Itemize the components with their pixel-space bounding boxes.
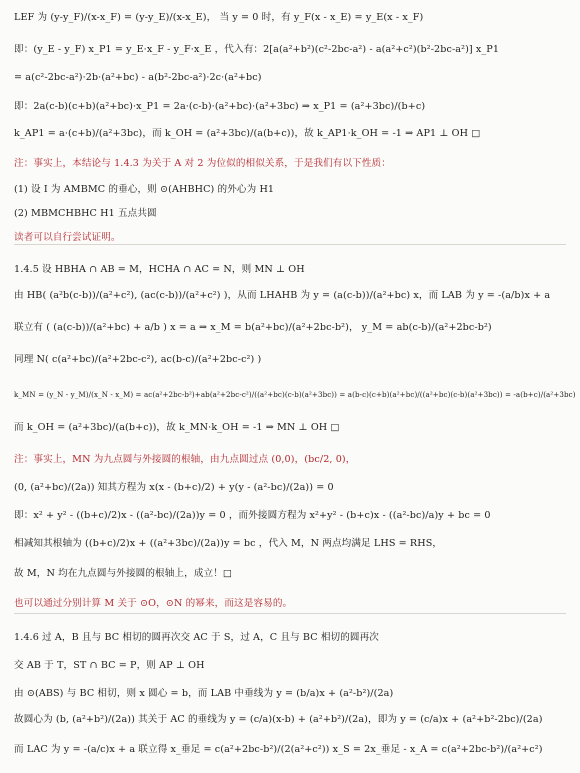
- note-line: 即：x² + y² - ((b+c)/2)x - ((a²-bc)/(2a))y = 0 ，而外接圆方程为 x²+y² - (b+c)x - ((a²-bc)/a)y + bc = 0: [14, 510, 491, 521]
- note-line: (0, (a²+bc)/(2a)) 知其方程为 x(x - (b+c)/2) + y(y - (a²-bc)/(2a)) = 0: [14, 482, 334, 493]
- note-line: k_AP1 = a·(c+b)/(a²+3bc)，而 k_OH = (a²+3bc)/(a(b+c))，故 k_AP1·k_OH = -1 ⇒ AP1 ⊥ OH □: [14, 128, 481, 139]
- note-line: 交 AB 于 T，ST ∩ BC = P，则 AP ⊥ OH: [14, 660, 205, 671]
- note-line: 联立有 ( (a(c-b))/(a²+bc) + a/b ) x = a ⇒ x_M = b(a²+bc)/(a²+2bc-b²)， y_M = ab(c-b)/(a²+2bc-b²): [14, 322, 492, 333]
- note-line: 由 HB( (a²b(c-b))/(a²+c²), (ac(c-b))/(a²+c²) )，从而 LHAHB 为 y = (a(c-b))/(a²+bc) x，而 LAB 为 y = -(a/b)x + a: [14, 290, 551, 301]
- note-line: 读者可以自行尝试证明。: [14, 232, 121, 243]
- note-line: 而 LAC 为 y = -(a/c)x + a 联立得 x_垂足 = c(a²+2bc-b²)/(2(a²+c²)) x_S = 2x_垂足 - x_A = c(a²+2bc-b²)/(a²+c²): [14, 744, 543, 755]
- section-divider: [14, 244, 566, 245]
- note-line: 故 M，N 均在九点圆与外接圆的根轴上，成立！□: [14, 568, 233, 579]
- note-line: 而 k_OH = (a²+3bc)/(a(b+c))，故 k_MN·k_OH = -1 ⇒ MN ⊥ OH □: [14, 422, 340, 433]
- note-line: k_MN = (y_N - y_M)/(x_N - x_M) = ac(a²+2bc-b²)+ab(a²+2bc-c²)/((a²+bc)(c-b)(a²+3bc)) = a(b-c)(c+b)(a²+bc)/((a²+bc)(c-b)(a²+3bc)) = -a(b+c)/(a²+3bc): [14, 390, 576, 399]
- note-line: 故圆心为 (b, (a²+b²)/(2a)) 其关于 AC 的垂线为 y = (c/a)(x-b) + (a²+b²)/(2a)，即为 y = (c/a)x + (a²+b²-2bc)/(2a): [14, 714, 543, 725]
- note-line: 注：事实上，MN 为九点圆与外接圆的根轴，由九点圆过点 (0,0)，(bc/2, 0)，: [14, 454, 356, 465]
- section-divider: [14, 613, 566, 614]
- note-line: 同理 N( c(a²+bc)/(a²+2bc-c²), ac(b-c)/(a²+2bc-c²) ): [14, 354, 262, 365]
- note-line: 相减知其根轴为 ((b+c)/2)x + ((a²+3bc)/(2a))y = bc ，代入 M，N 两点均满足 LHS = RHS，: [14, 538, 443, 549]
- note-line: (1) 设 I 为 AMBMC 的垂心，则 ⊙(AHBHC) 的外心为 H1: [14, 184, 275, 195]
- note-line: (2) MBMCHBHC H1 五点共圆: [14, 208, 157, 219]
- note-line: 也可以通过分别计算 M 关于 ⊙O，⊙N 的幂来，而这是容易的。: [14, 598, 293, 609]
- note-line: 1.4.6 过 A，B 且与 BC 相切的圆再次交 AC 于 S，过 A，C 且与 BC 相切的圆再次: [14, 632, 379, 643]
- note-line: 由 ⊙(ABS) 与 BC 相切，则 x 圆心 = b，而 LAB 中垂线为 y = (b/a)x + (a²-b²)/(2a): [14, 688, 394, 699]
- note-line: = a(c²-2bc-a²)·2b·(a²+bc) - a(b²-2bc-a²)·2c·(a²+bc): [14, 72, 262, 83]
- note-line: 即：2a(c-b)(c+b)(a²+bc)·x_P1 = 2a·(c-b)·(a²+bc)·(a²+3bc) ⇒ x_P1 = (a²+3bc)/(b+c): [14, 101, 426, 112]
- note-line: 1.4.5 设 HBHA ∩ AB = M，HCHA ∩ AC = N，则 MN ⊥ OH: [14, 264, 305, 275]
- note-line: LEF 为 (y-y_F)/(x-x_F) = (y-y_E)/(x-x_E)， 当 y = 0 时，有 y_F(x - x_E) = y_E(x - x_F): [14, 12, 424, 23]
- note-line: 即：(y_E - y_F) x_P1 = y_E·x_F - y_F·x_E ，代入有：2[a(a²+b²)(c²-2bc-a²) - a(a²+c²)(b²-2bc-a²)] x_P1: [14, 44, 500, 55]
- note-line: 注：事实上，本结论与 1.4.3 为关于 A 对 2 为位似的相似关系，于是我们有以下性质：: [14, 158, 391, 169]
